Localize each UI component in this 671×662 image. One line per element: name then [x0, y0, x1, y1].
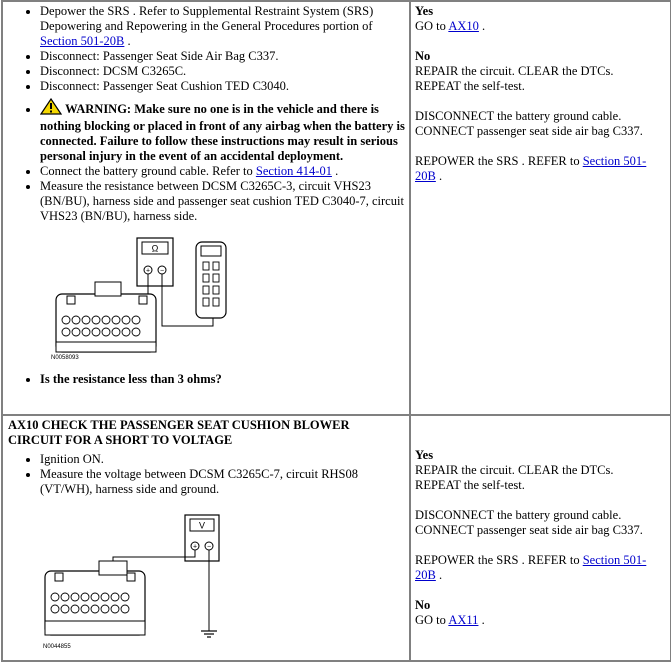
bullet-text: . — [124, 34, 131, 48]
wiring-diagram — [43, 513, 263, 658]
repower-line — [415, 154, 666, 184]
repower-text: REPOWER the SRS . REFER to — [415, 553, 583, 567]
meter-plus: + — [145, 267, 151, 275]
step-ax10-actions — [2, 415, 410, 661]
link-section-501-20b[interactable]: Section 501-20B — [415, 553, 647, 582]
warning-item — [40, 98, 405, 164]
link-section-501-20b[interactable]: Section 501-20B — [40, 34, 125, 48]
warning-text: WARNING: Make sure no one is in the vehicle and there is nothing blocking or placed in front of any airbag when the battery is connected. Failure to follow these instructions may result in serious personal injury in the event of an accidental deployment. — [40, 102, 405, 163]
link-section-414-01[interactable]: Section 414-01 — [255, 164, 332, 178]
bullet-text: Connect the battery ground cable. Refer to — [40, 164, 256, 178]
list-item: • Measure the voltage between DCSM C3265C-7, circuit RHS08 (VT/WH), harness side and ground. — [40, 467, 405, 497]
list-item: • Disconnect: Passenger Seat Cushion TED C3040. — [40, 79, 405, 94]
yes-line-2: REPEAT the self-test. — [415, 478, 525, 492]
yes-label: Yes — [415, 448, 434, 462]
meter-plus: + — [192, 543, 198, 551]
figure-id: N0058093 — [51, 355, 79, 361]
meter-minus: − — [159, 267, 165, 275]
no-text: GO to — [415, 613, 449, 627]
step-ax9-list-1 — [7, 4, 405, 224]
list-item: • Measure the resistance between DCSM C3265C-3, circuit VHS23 (BN/BU), harness side and passenger seat cushion TED C3040-7, circuit VHS23 (BN/BU), harness side. — [40, 179, 405, 224]
bullet-text: Depower the SRS . Refer to Supplemental Restraint System (SRS) Depowering and Repowering in the General Procedures portion of — [40, 4, 374, 33]
yes-label: Yes — [415, 4, 434, 18]
list-item — [40, 4, 405, 49]
question: • Is the resistance less than 3 ohms? — [40, 372, 405, 387]
step-ax9-results — [410, 1, 671, 415]
step-ax10-results — [410, 415, 671, 661]
procedure-table — [1, 0, 671, 662]
list-item: • Disconnect: Passenger Seat Side Air Bag C337. — [40, 49, 405, 64]
warning-icon — [40, 98, 62, 119]
step-row-ax10 — [2, 415, 671, 661]
no-label: No — [415, 49, 431, 63]
list-item — [40, 164, 405, 179]
step-title: AX10 CHECK THE PASSENGER SEAT CUSHION BLOWER CIRCUIT FOR A SHORT TO VOLTAGE — [8, 418, 350, 447]
meter-minus: − — [206, 543, 212, 551]
no-text: . — [478, 613, 485, 627]
disconnect-line-1: DISCONNECT the battery ground cable. — [415, 508, 622, 522]
no-line-2: REPEAT the self-test. — [415, 79, 525, 93]
disconnect-line-1: DISCONNECT the battery ground cable. — [415, 109, 622, 123]
yes-action — [415, 19, 666, 34]
yes-text: GO to — [415, 19, 449, 33]
disconnect-line-2: CONNECT passenger seat side air bag C337. — [415, 124, 643, 138]
no-line-1: REPAIR the circuit. CLEAR the DTCs. — [415, 64, 614, 78]
no-label: No — [415, 598, 431, 612]
link-ax10[interactable]: AX10 — [448, 19, 479, 33]
figure-id: N0044855 — [43, 644, 71, 650]
meter-symbol: V — [198, 520, 206, 531]
list-item: • Disconnect: DCSM C3265C. — [40, 64, 405, 79]
step-ax9-actions — [2, 1, 410, 415]
link-ax11[interactable]: AX11 — [448, 613, 479, 627]
no-action — [415, 613, 666, 628]
repower-text: . — [435, 568, 443, 582]
bullet-text: . — [331, 164, 339, 178]
disconnect-line-2: CONNECT passenger seat side air bag C337. — [415, 523, 643, 537]
meter-symbol: Ω — [151, 243, 159, 254]
wiring-diagram — [51, 236, 311, 386]
yes-text: . — [478, 19, 486, 33]
step-ax10-list — [7, 452, 405, 497]
repower-text: REPOWER the SRS . REFER to — [415, 154, 583, 168]
link-section-501-20b[interactable]: Section 501-20B — [415, 154, 647, 183]
step-row-ax9 — [2, 1, 671, 415]
repower-line — [415, 553, 666, 583]
yes-line-1: REPAIR the circuit. CLEAR the DTCs. — [415, 463, 614, 477]
resistance-measurement-figure — [51, 236, 311, 386]
voltage-measurement-figure — [43, 513, 263, 658]
repower-text: . — [435, 169, 443, 183]
list-item: • Ignition ON. — [40, 452, 405, 467]
